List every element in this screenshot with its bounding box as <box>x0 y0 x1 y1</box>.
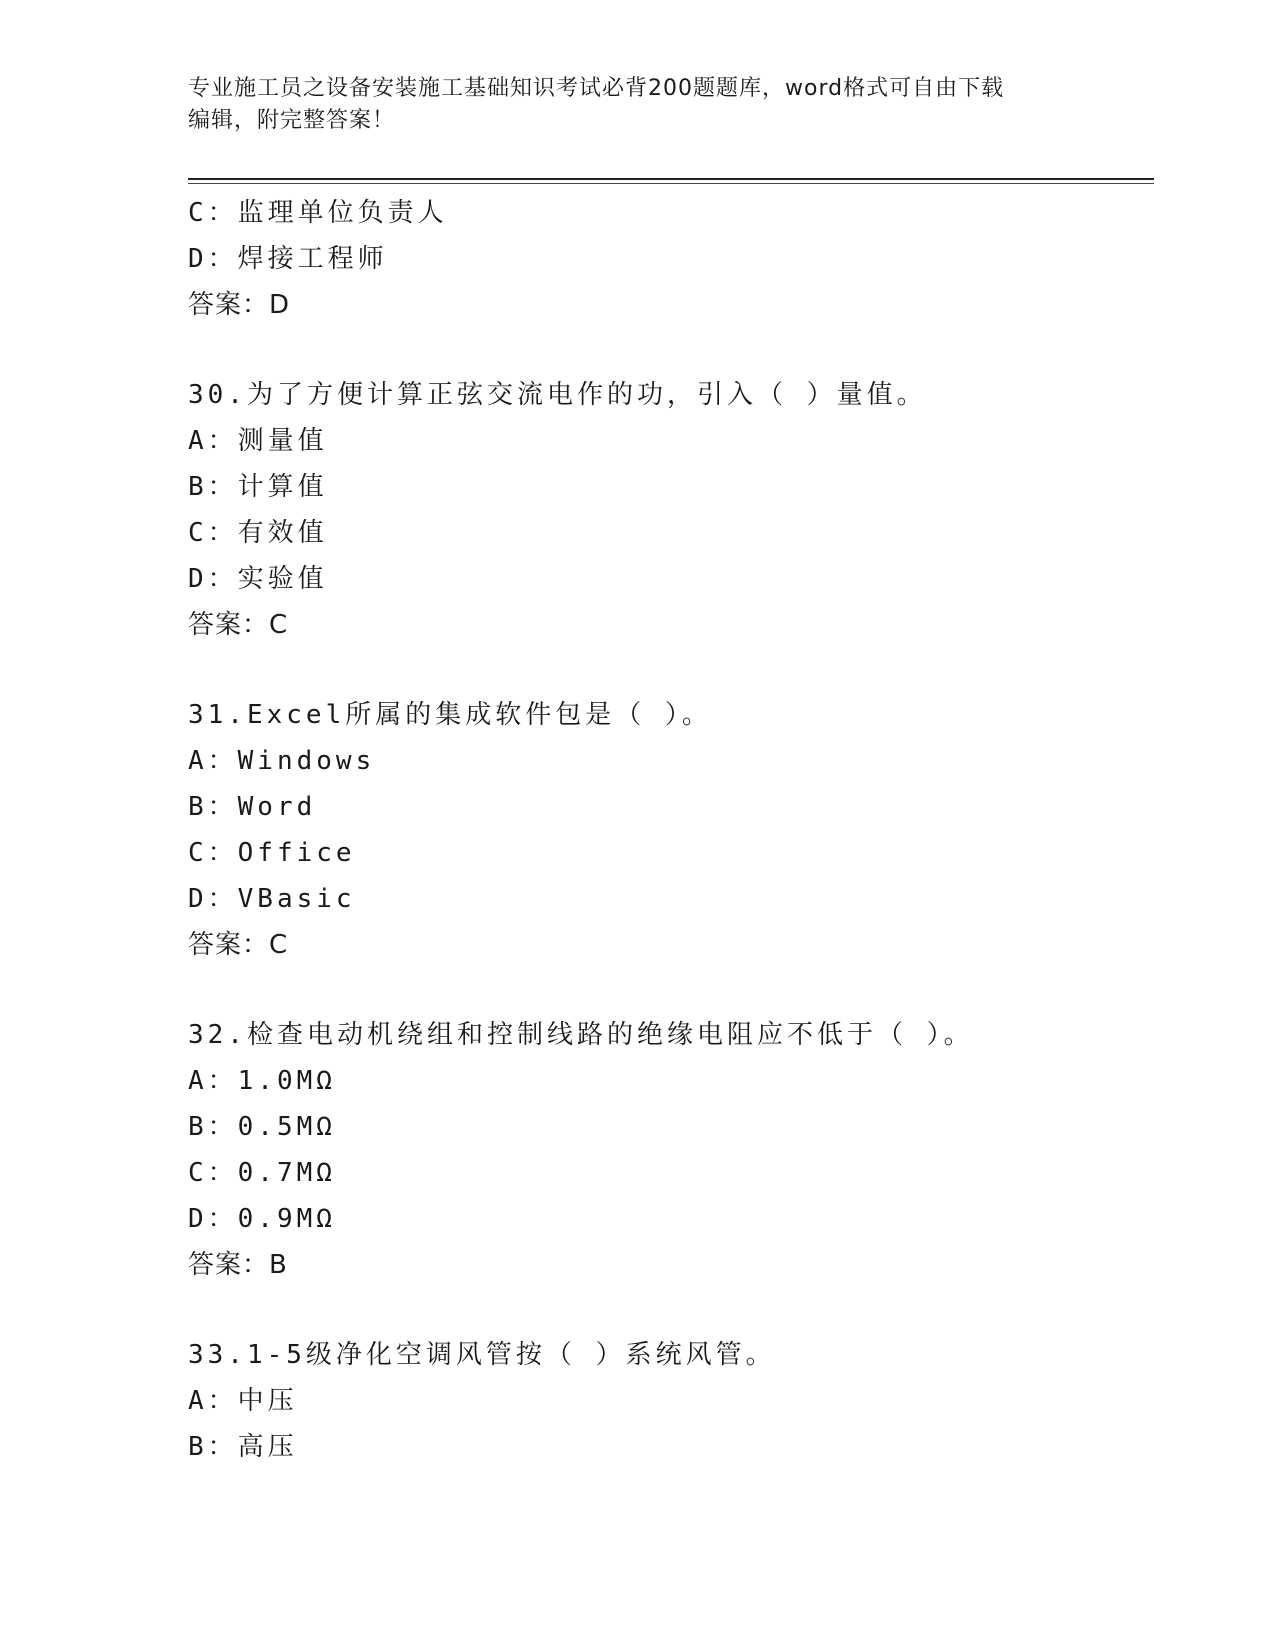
question-stem: 32.检查电动机绕组和控制线路的绝缘电阻应不低于（ ）。 <box>188 1020 974 1050</box>
answer-line: 答案：B <box>188 1250 288 1280</box>
option-c: C：Office <box>188 838 356 868</box>
question-block-31 <box>188 692 1148 968</box>
answer-line: 答案：C <box>188 930 289 960</box>
option-d: D：实验值 <box>188 564 328 594</box>
document-header <box>188 73 1088 137</box>
question-block-partial <box>188 190 1148 328</box>
spacer <box>188 968 1148 1012</box>
question-stem: 30.为了方便计算正弦交流电作的功，引入（ ）量值。 <box>188 380 927 410</box>
header-title-line-2: 编辑，附完整答案！ <box>188 108 396 133</box>
option-b: B：Word <box>188 792 317 822</box>
question-stem: 31.Excel所属的集成软件包是（ ）。 <box>188 700 712 730</box>
answer-line: 答案：D <box>188 290 291 320</box>
option-a: A：Windows <box>188 746 376 776</box>
option-a: A：中压 <box>188 1386 298 1416</box>
question-block-32 <box>188 1012 1148 1288</box>
question-block-30 <box>188 372 1148 648</box>
spacer <box>188 328 1148 372</box>
header-divider-thin <box>188 183 1154 184</box>
spacer <box>188 648 1148 692</box>
option-b: B：计算值 <box>188 472 328 502</box>
option-a: A：1.0MΩ <box>188 1066 336 1096</box>
question-block-33 <box>188 1332 1148 1470</box>
header-title-line-1: 专业施工员之设备安装施工基础知识考试必背200题题库，word格式可自由下载 <box>188 76 1005 101</box>
option-c: C：0.7MΩ <box>188 1158 336 1188</box>
question-stem: 33.1-5级净化空调风管按（ ）系统风管。 <box>188 1340 776 1370</box>
option-b: B：0.5MΩ <box>188 1112 336 1142</box>
option-d: D：VBasic <box>188 884 356 914</box>
spacer <box>188 1288 1148 1332</box>
option-a: A：测量值 <box>188 426 328 456</box>
option-c: C：监理单位负责人 <box>188 198 448 228</box>
option-d: D：0.9MΩ <box>188 1204 336 1234</box>
question-list <box>188 190 1148 1470</box>
option-b: B：高压 <box>188 1432 298 1462</box>
option-d: D：焊接工程师 <box>188 244 388 274</box>
header-divider-thick <box>188 178 1154 180</box>
answer-line: 答案：C <box>188 610 289 640</box>
option-c: C：有效值 <box>188 518 328 548</box>
